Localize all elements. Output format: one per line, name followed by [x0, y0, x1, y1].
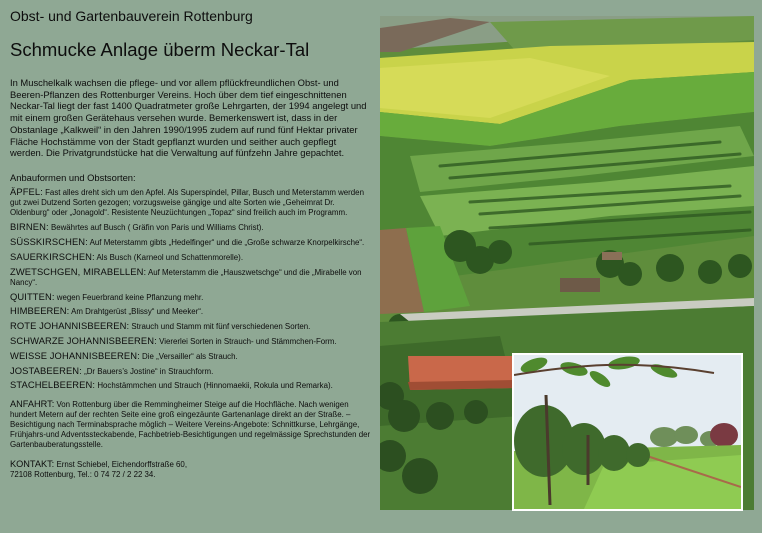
fruit-description: Als Busch (Karneol und Schattenmorelle). [96, 252, 244, 262]
contact-block [10, 459, 372, 480]
fruit-description: Am Drahtgerüst „Blissy“ und Meeker“. [71, 307, 204, 317]
fruit-name: STACHELBEEREN: [10, 379, 96, 391]
fruit-name: ÄPFEL: [10, 185, 43, 197]
fruit-description: Fast alles dreht sich um den Apfel. Als Superspindel, Pillar, Busch und Meterstamm werden gut zwei Dutzend Sorten gezogen; vorzugsweise gängige und alte Sorten wie „Geheimrat Dr. Oldenburg“ oder „Jonagold“. Resistente Neuzüchtungen „Topaz“ sind freilich auch im Programm. [10, 187, 364, 218]
approach-heading: ANFAHRT: [10, 398, 55, 409]
text-column [10, 8, 372, 480]
fruit-description: Strauch und Stamm mit fünf verschiedenen Sorten. [131, 322, 311, 332]
fruit-name: BIRNEN: [10, 221, 49, 233]
fruit-description: Auf Meterstamm gibts „Hedelfinger“ und die „Große schwarze Knorpelkirsche“. [89, 237, 365, 247]
fruit-entry [10, 252, 372, 263]
fruit-entry [10, 306, 372, 317]
fruit-name: SÜSSKIRSCHEN: [10, 235, 88, 247]
fruit-name: ZWETSCHGEN, MIRABELLEN: [10, 265, 147, 277]
contact-line-1: Ernst Schiebel, Eichendorffstraße 60, [56, 459, 188, 469]
fruit-name: ROTE JOHANNISBEEREN: [10, 320, 130, 332]
fruit-list [10, 187, 372, 392]
fruit-entry [10, 187, 372, 219]
org-name: Obst- und Gartenbauverein Rottenburg [10, 8, 253, 24]
fruit-entry [10, 237, 372, 248]
contact-line-2: 72108 Rottenburg, Tel.: 0 74 72 / 2 22 34. [10, 469, 156, 479]
page-title: Schmucke Anlage überm Neckar-Tal [10, 39, 310, 60]
fruit-description: Bewährtes auf Busch ( Gräfin von Paris und Williams Christ). [50, 223, 264, 233]
inset-orchard-photo [512, 353, 743, 511]
fruit-description: wegen Feuerbrand keine Pflanzung mehr. [56, 292, 204, 302]
approach-paragraph [10, 399, 372, 451]
fruit-description: Hochstämmchen und Strauch (Hinnomaekii, Rokula und Remarka). [97, 381, 333, 391]
fruit-name: HIMBEEREN: [10, 305, 70, 317]
fruit-name: QUITTEN: [10, 290, 55, 302]
fruit-name: SCHWARZE JOHANNISBEEREN: [10, 334, 157, 346]
approach-text: Von Rottenburg über die Remmingheimer Steige auf die Hochfläche. Nach wenigen hundert Metern auf der rechten Seite eine groß eingezäunte Gartenanlage direkt an der Straße. – Besichtigung nach Terminabsprache möglich – Weitere Vereins-Angebote: Schnittkurse, Lehrgänge, Frühjahrs-und Adventssteckabende, Fachbetrieb-Besichtigungen und regelmässige Sprechstunden der Gartenbauberatungsstelle. [10, 399, 371, 450]
fruit-entry [10, 351, 372, 362]
fruit-entry [10, 222, 372, 233]
fruit-entry [10, 292, 372, 303]
fruit-entry [10, 267, 372, 288]
fruit-description: Die „Versailler“ als Strauch. [142, 351, 238, 361]
intro-paragraph: In Muschelkalk wachsen die pflege- und vor allem pflückfreundlichen Obst- und Beeren-Pflanzen des Rottenburger Vereins. Hoch über dem tief eingeschnittenen Neckar-Tal liegt der fast 1400 Quadratmeter große Lehrgarten, der 1994 angelegt und mit einem großen Gerätehaus versehen wurde. Bemerkenswert ist, dass in der Obstanlage „Kalkweil“ in den Jahren 1990/1995 zudem auf rund fünf Hektar privater Fläche Hochstämme von der Stadt gepflanzt wurden und seither auch gepflegt werden. Die Privatgrundstücke hat die Verwaltung auf fünfzehn Jahre gepachtet. [10, 77, 367, 159]
fruit-entry [10, 321, 372, 332]
fruit-name: JOSTABEEREN: [10, 364, 82, 376]
fruit-description: „Dr Bauers’s Jostine“ in Strauchform. [84, 366, 214, 376]
fruit-entry [10, 336, 372, 347]
fruit-name: WEISSE JOHANNISBEEREN: [10, 349, 140, 361]
forms-heading: Anbauformen und Obstsorten: [10, 171, 136, 183]
fruit-name: SAUERKIRSCHEN: [10, 250, 95, 262]
fruit-entry [10, 380, 372, 391]
contact-heading: KONTAKT: [10, 458, 55, 469]
fruit-description: Auf Meterstamm die „Hauszwetschge“ und die „Mirabelle von Nancy“. [10, 267, 362, 287]
fruit-entry [10, 366, 372, 377]
fruit-description: Viererlei Sorten in Strauch- und Stämmchen-Form. [159, 336, 337, 346]
